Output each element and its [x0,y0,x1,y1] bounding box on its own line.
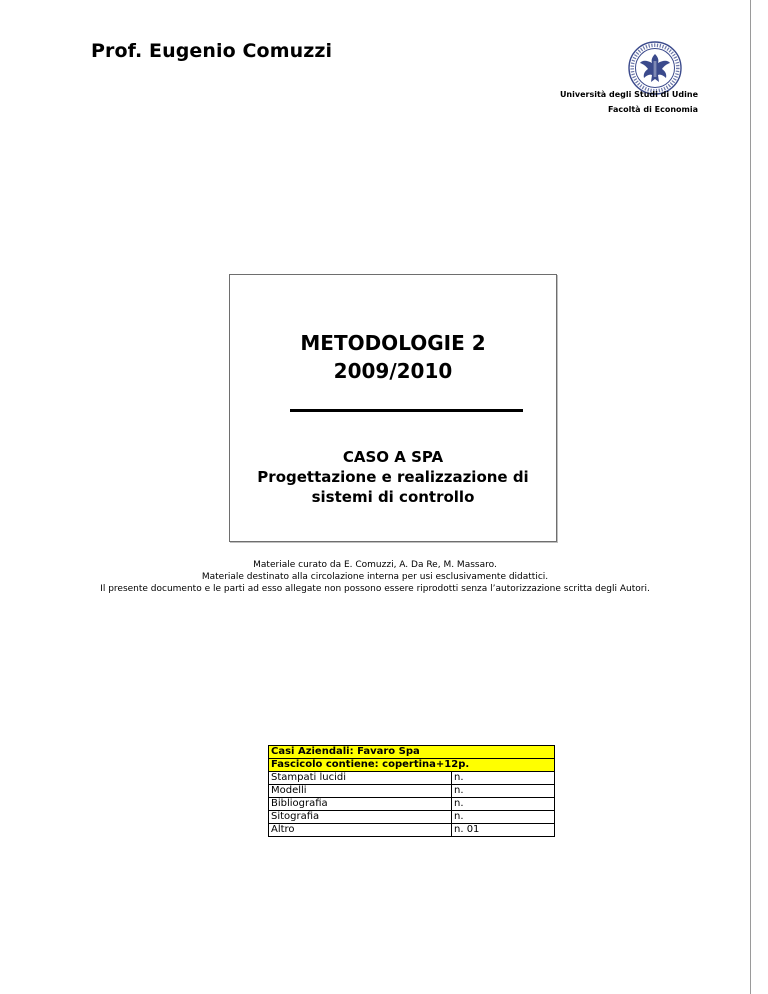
title-divider [290,409,523,412]
table-row [269,772,555,785]
fascicle-contents: Fascicolo contiene: copertina+12p. [269,759,555,772]
table-header-row [269,759,555,772]
page-edge-rule [750,0,751,994]
table-row [269,798,555,811]
table-cell-label: Stampati lucidi [269,772,452,785]
table-cell-label: Modelli [269,785,452,798]
table-header-row [269,746,555,759]
university-name: Università degli Studi di Udine [559,90,698,99]
table-cell-value: n. 01 [452,824,555,837]
table-cell-value: n. [452,772,555,785]
case-company: Casi Aziendali: Favaro Spa [269,746,555,759]
table-cell-label: Altro [269,824,452,837]
faculty-name: Facoltà di Economia [607,105,698,114]
case-title [230,447,556,507]
case-name: CASO A SPA [342,448,444,466]
table-row [269,785,555,798]
table-cell-label: Bibliografia [269,798,452,811]
usage-notes [0,559,750,595]
table-cell-value: n. [452,811,555,824]
author-name: Prof. Eugenio Comuzzi [91,40,333,62]
academic-year: 2009/2010 [333,359,453,383]
table-cell-label: Sitografia [269,811,452,824]
case-subtitle-line-1: Progettazione e realizzazione di [257,468,529,486]
course-title [230,329,556,385]
course-name: METODOLOGIE 2 [300,331,486,355]
notes-curators: Materiale curato da E. Comuzzi, A. Da Re, M. Massaro. [253,560,497,570]
cover-box [229,274,557,542]
table-cell-value: n. [452,798,555,811]
notes-copyright: Il presente documento e le parti ad esso allegate non possono essere riprodotti senza l’autorizzazione scritta degli Autori. [100,584,650,594]
case-subtitle-line-2: sistemi di controllo [311,488,475,506]
notes-distribution: Materiale destinato alla circolazione interna per usi esclusivamente didattici. [201,572,549,582]
contents-table [268,745,555,837]
university-block [560,87,698,117]
table-cell-value: n. [452,785,555,798]
table-row [269,811,555,824]
table-row [269,824,555,837]
